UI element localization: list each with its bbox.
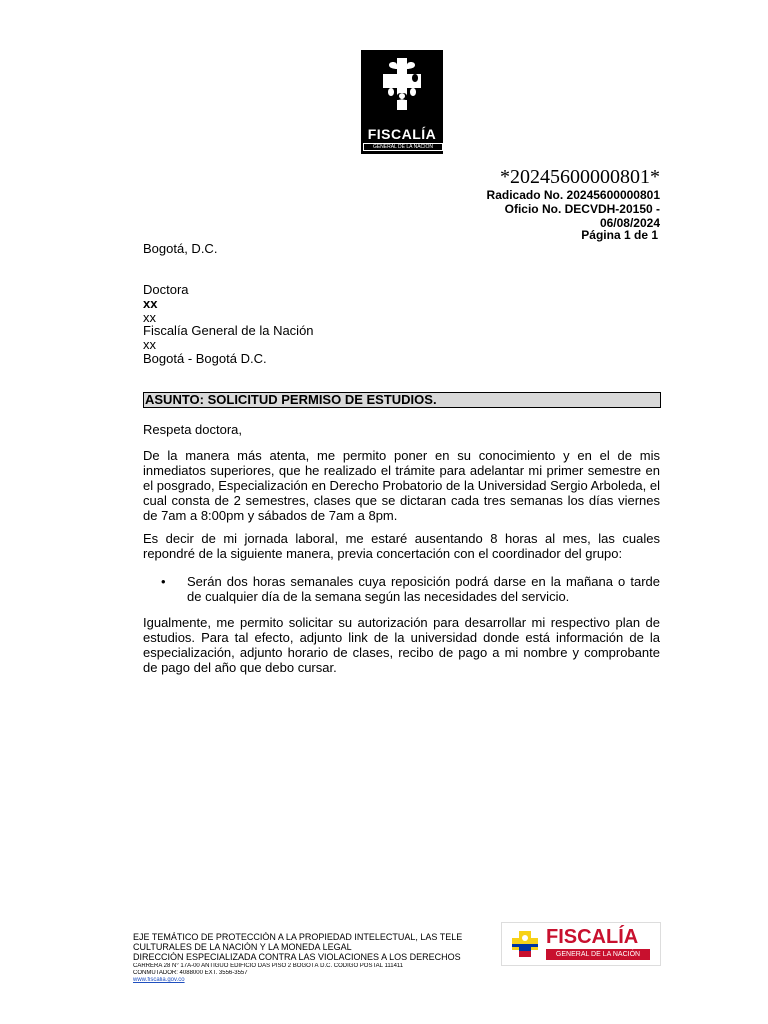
fiscalia-logo [361, 50, 443, 154]
recipient-location: Bogotá - Bogotá D.C. [143, 351, 267, 366]
recipient-role: xx [143, 310, 156, 325]
oficio-number: Oficio No. DECVDH-20150 - [504, 202, 660, 216]
footer-logo-name: FISCALÍA [546, 926, 639, 948]
footer-logo-subtitle: GENERAL DE LA NACIÓN [546, 949, 650, 960]
greeting: Respeta doctora, [143, 422, 243, 437]
barcode-number: *20245600000801* [500, 166, 660, 188]
radicado-number: Radicado No. 20245600000801 [486, 188, 660, 202]
logo-name: FISCALÍA [367, 126, 437, 142]
footer-address: CARRERA 28 N° 17A-00 ANTIGUO EDIFICIO DAS PISO 2 BOGOTÁ D.C. CÓDIGO POSTAL 111411 [133, 963, 404, 969]
bullet-marker: • [161, 574, 166, 589]
footer-line-3: DIRECCIÓN ESPECIALIZADA CONTRA LAS VIOLACIONES A LOS DERECHOS [133, 952, 461, 962]
paragraph-1: De la manera más atenta, me permito poner en su conocimiento y en el de mis inmediatos superiores, que he realizado el trámite para adelantar mi primer semestre en el posgrado, Especialización en Derecho Probatorio de la Universidad Sergio Arboleda, el cual consta de 2 semestres, clases que se dictaran cada tres semanas los días viernes de 7am a 8:00pm y sábados de 7am a 8pm. [143, 448, 660, 523]
footer-phone: CONMUTADOR: 4088000 EXT. 3556-3557 [133, 970, 248, 976]
colombia-puzzle-icon [510, 929, 540, 959]
bullet-item: Serán dos horas semanales cuya reposición podrá darse en la mañana o tarde de cualquier día de la semana según las necesidades del servicio. [187, 574, 660, 604]
footer-line-1: EJE TEMÁTICO DE PROTECCIÓN A LA PROPIEDAD INTELECTUAL, LAS TELE [133, 932, 463, 942]
recipient-name: xx [143, 296, 158, 311]
subject-box: ASUNTO: SOLICITUD PERMISO DE ESTUDIOS. [143, 392, 661, 408]
footer-website-link[interactable]: www.fiscalia.gov.co [133, 977, 185, 983]
paragraph-3: Igualmente, me permito solicitar su autorización para desarrollar mi respectivo plan de estudios. Para tal efecto, adjunto link de la universidad donde está información de la especialización, adjunto horario de clases, recibo de pago a mi nombre y comprobante de pago del año que debo cursar. [143, 615, 660, 675]
page-indicator: Página 1 de 1 [581, 228, 658, 242]
recipient-title: Doctora [143, 282, 189, 297]
recipient-entity: Fiscalía General de la Nación [143, 323, 314, 338]
document-date: 06/08/2024 [599, 216, 660, 230]
footer-line-2: CULTURALES DE LA NACIÓN Y LA MONEDA LEGAL [133, 942, 352, 952]
recipient-dependency: xx [143, 337, 156, 352]
city-line: Bogotá, D.C. [143, 241, 218, 256]
footer-logo [501, 922, 661, 966]
puzzle-icon [377, 56, 427, 122]
paragraph-2: Es decir de mi jornada laboral, me estaré ausentando 8 horas al mes, las cuales repondré de la siguiente manera, previa concertación con el coordinador del grupo: [143, 531, 660, 561]
logo-subtitle: GENERAL DE LA NACIÓN [363, 143, 443, 151]
